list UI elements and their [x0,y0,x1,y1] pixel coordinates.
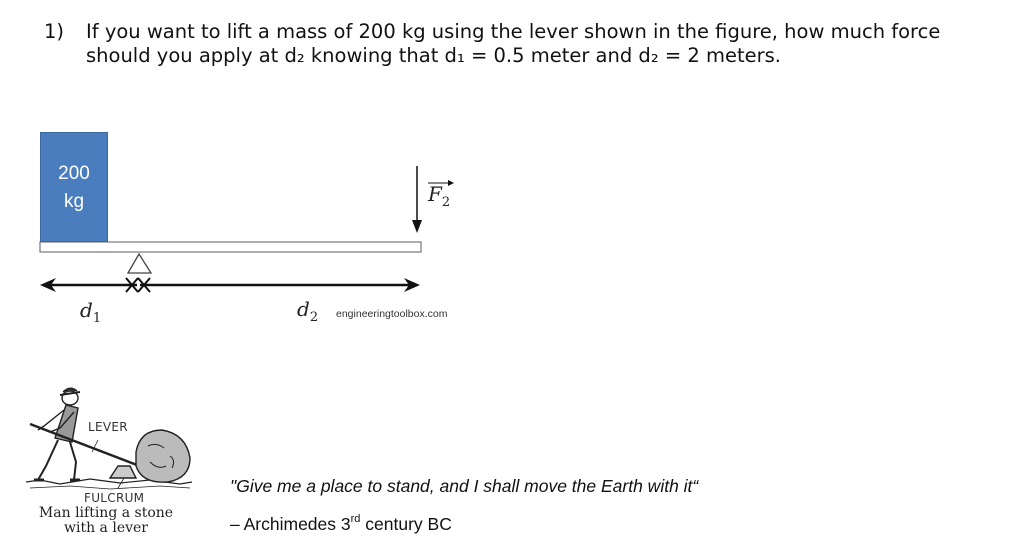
mass-unit: kg [63,191,85,212]
source-credit: engineeringtoolbox.com [336,308,448,320]
force-arrow [412,166,422,233]
attribution-superscript: rd [350,513,361,525]
question-line-1: If you want to lift a mass of 200 kg using the lever shown in the figure, how much force [86,20,941,43]
d2-subscript: 2 [309,310,319,325]
illustration-caption [22,506,190,536]
d1-dimension-arrow [40,278,138,292]
caption-line-2: with a lever [64,520,148,536]
lever-beam [40,242,421,252]
attribution-prefix: – Archimedes 3 [230,514,351,534]
fulcrum-triangle [128,254,151,273]
force-symbol: F [428,182,442,206]
mass-value: 200 [58,163,90,184]
lever-label: LEVER [88,420,128,434]
mass-block [40,132,108,242]
fulcrum-label: FULCRUM [84,491,145,505]
question-line-2: should you apply at d₂ knowing that d₁ = 0.5 meter and d₂ = 2 meters. [86,44,781,67]
quote-attribution [230,514,452,535]
d1-label [80,298,101,326]
question-number: 1) [44,20,65,43]
d2-label [297,297,318,325]
archimedes-quote: "Give me a place to stand, and I shall move the Earth with it“ [230,476,699,496]
man-lifting-stone-illustration [26,388,192,489]
force-label [428,182,450,210]
attribution-suffix: century BC [360,514,452,534]
d2-symbol: d [297,297,310,321]
d1-subscript: 1 [92,311,102,326]
force-subscript: 2 [441,195,451,210]
d2-dimension-arrow [138,278,420,292]
d1-symbol: d [80,298,93,322]
caption-line-1: Man lifting a stone [38,505,174,521]
